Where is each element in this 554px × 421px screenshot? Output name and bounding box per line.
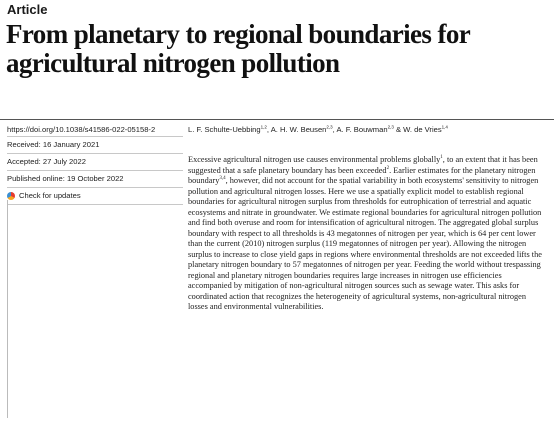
received-date: Received: 16 January 2021	[7, 137, 183, 154]
author-separator: &	[393, 125, 404, 134]
author-separator: ,	[332, 125, 337, 134]
author-list	[188, 125, 548, 135]
header-divider	[0, 119, 554, 120]
article-metadata	[7, 124, 183, 204]
citation-ref[interactable]: 2	[386, 165, 390, 171]
metadata-divider	[7, 204, 183, 205]
author-separator: ,	[266, 125, 271, 134]
abstract	[188, 155, 546, 313]
column-divider	[7, 200, 8, 418]
article-type-label: Article	[7, 2, 48, 17]
author-affiliation: 2,3	[387, 124, 394, 130]
citation-ref[interactable]: 3,4	[219, 176, 226, 182]
abstract-text: , however, did not account for the spatial variability in both ecosystems' sensitivity to nitrogen pollution and agricultural nitrogen losses. Here we use a spatially explicit model to establish regional boundaries for agricultural nitrogen surplus from thresholds for eutrophication of terrestrial and aquatic ecosystems and nitrate in groundwater. We estimate regional boundaries for agricultural nitrogen pollution and find both overuse and room for intensification of agricultural nitrogen. The aggregated global surplus boundary with respect to all thresholds is 43 megatonnes of nitrogen per year, which is 64 per cent lower than the current (2010) nitrogen surplus (119 megatonnes of nitrogen per year). Allowing the nitrogen surplus to increase to close yield gaps in regions where environmental thresholds are not exceeded lifts the planetary nitrogen boundary to 57 megatonnes of nitrogen per year. Feeding the world without trespassing regional and planetary nitrogen boundaries requires large increases in nitrogen use efficiencies accompanied by mitigation of non-agricultural nitrogen sources such as sewage water. This asks for coordinated action that recognizes the heterogeneity of agricultural systems, non-agricultural nitrogen losses and environmental vulnerabilities.	[188, 176, 542, 311]
check-for-updates-button[interactable]	[7, 188, 183, 204]
published-date: Published online: 19 October 2022	[7, 171, 183, 188]
abstract-text: . Earlier estimates for the planetary nitrogen boundary	[188, 165, 536, 185]
author-name[interactable]: L. F. Schulte-Uebbing	[188, 125, 261, 134]
author-affiliation: 2,3	[326, 124, 333, 130]
author-name[interactable]: W. de Vries	[403, 125, 442, 134]
article-title: From planetary to regional boundaries for agricultural nitrogen pollution	[6, 19, 470, 78]
accepted-date: Accepted: 27 July 2022	[7, 154, 183, 171]
citation-ref[interactable]: 1	[440, 155, 443, 161]
author-name[interactable]: A. F. Bouwman	[336, 125, 388, 134]
author-name[interactable]: A. H. W. Beusen	[270, 125, 327, 134]
check-for-updates-label: Check for updates	[19, 191, 81, 200]
doi-link[interactable]: https://doi.org/10.1038/s41586-022-05158-2	[7, 124, 183, 137]
author-affiliation: 1,2	[260, 124, 267, 130]
abstract-text: Excessive agricultural nitrogen use causes environmental problems globally	[188, 155, 441, 164]
check-for-updates-icon	[7, 192, 15, 200]
author-affiliation: 1,4	[441, 124, 448, 130]
abstract-text: , to an extent that it has been suggested that a safe planetary boundary has been exceeded	[188, 155, 538, 175]
